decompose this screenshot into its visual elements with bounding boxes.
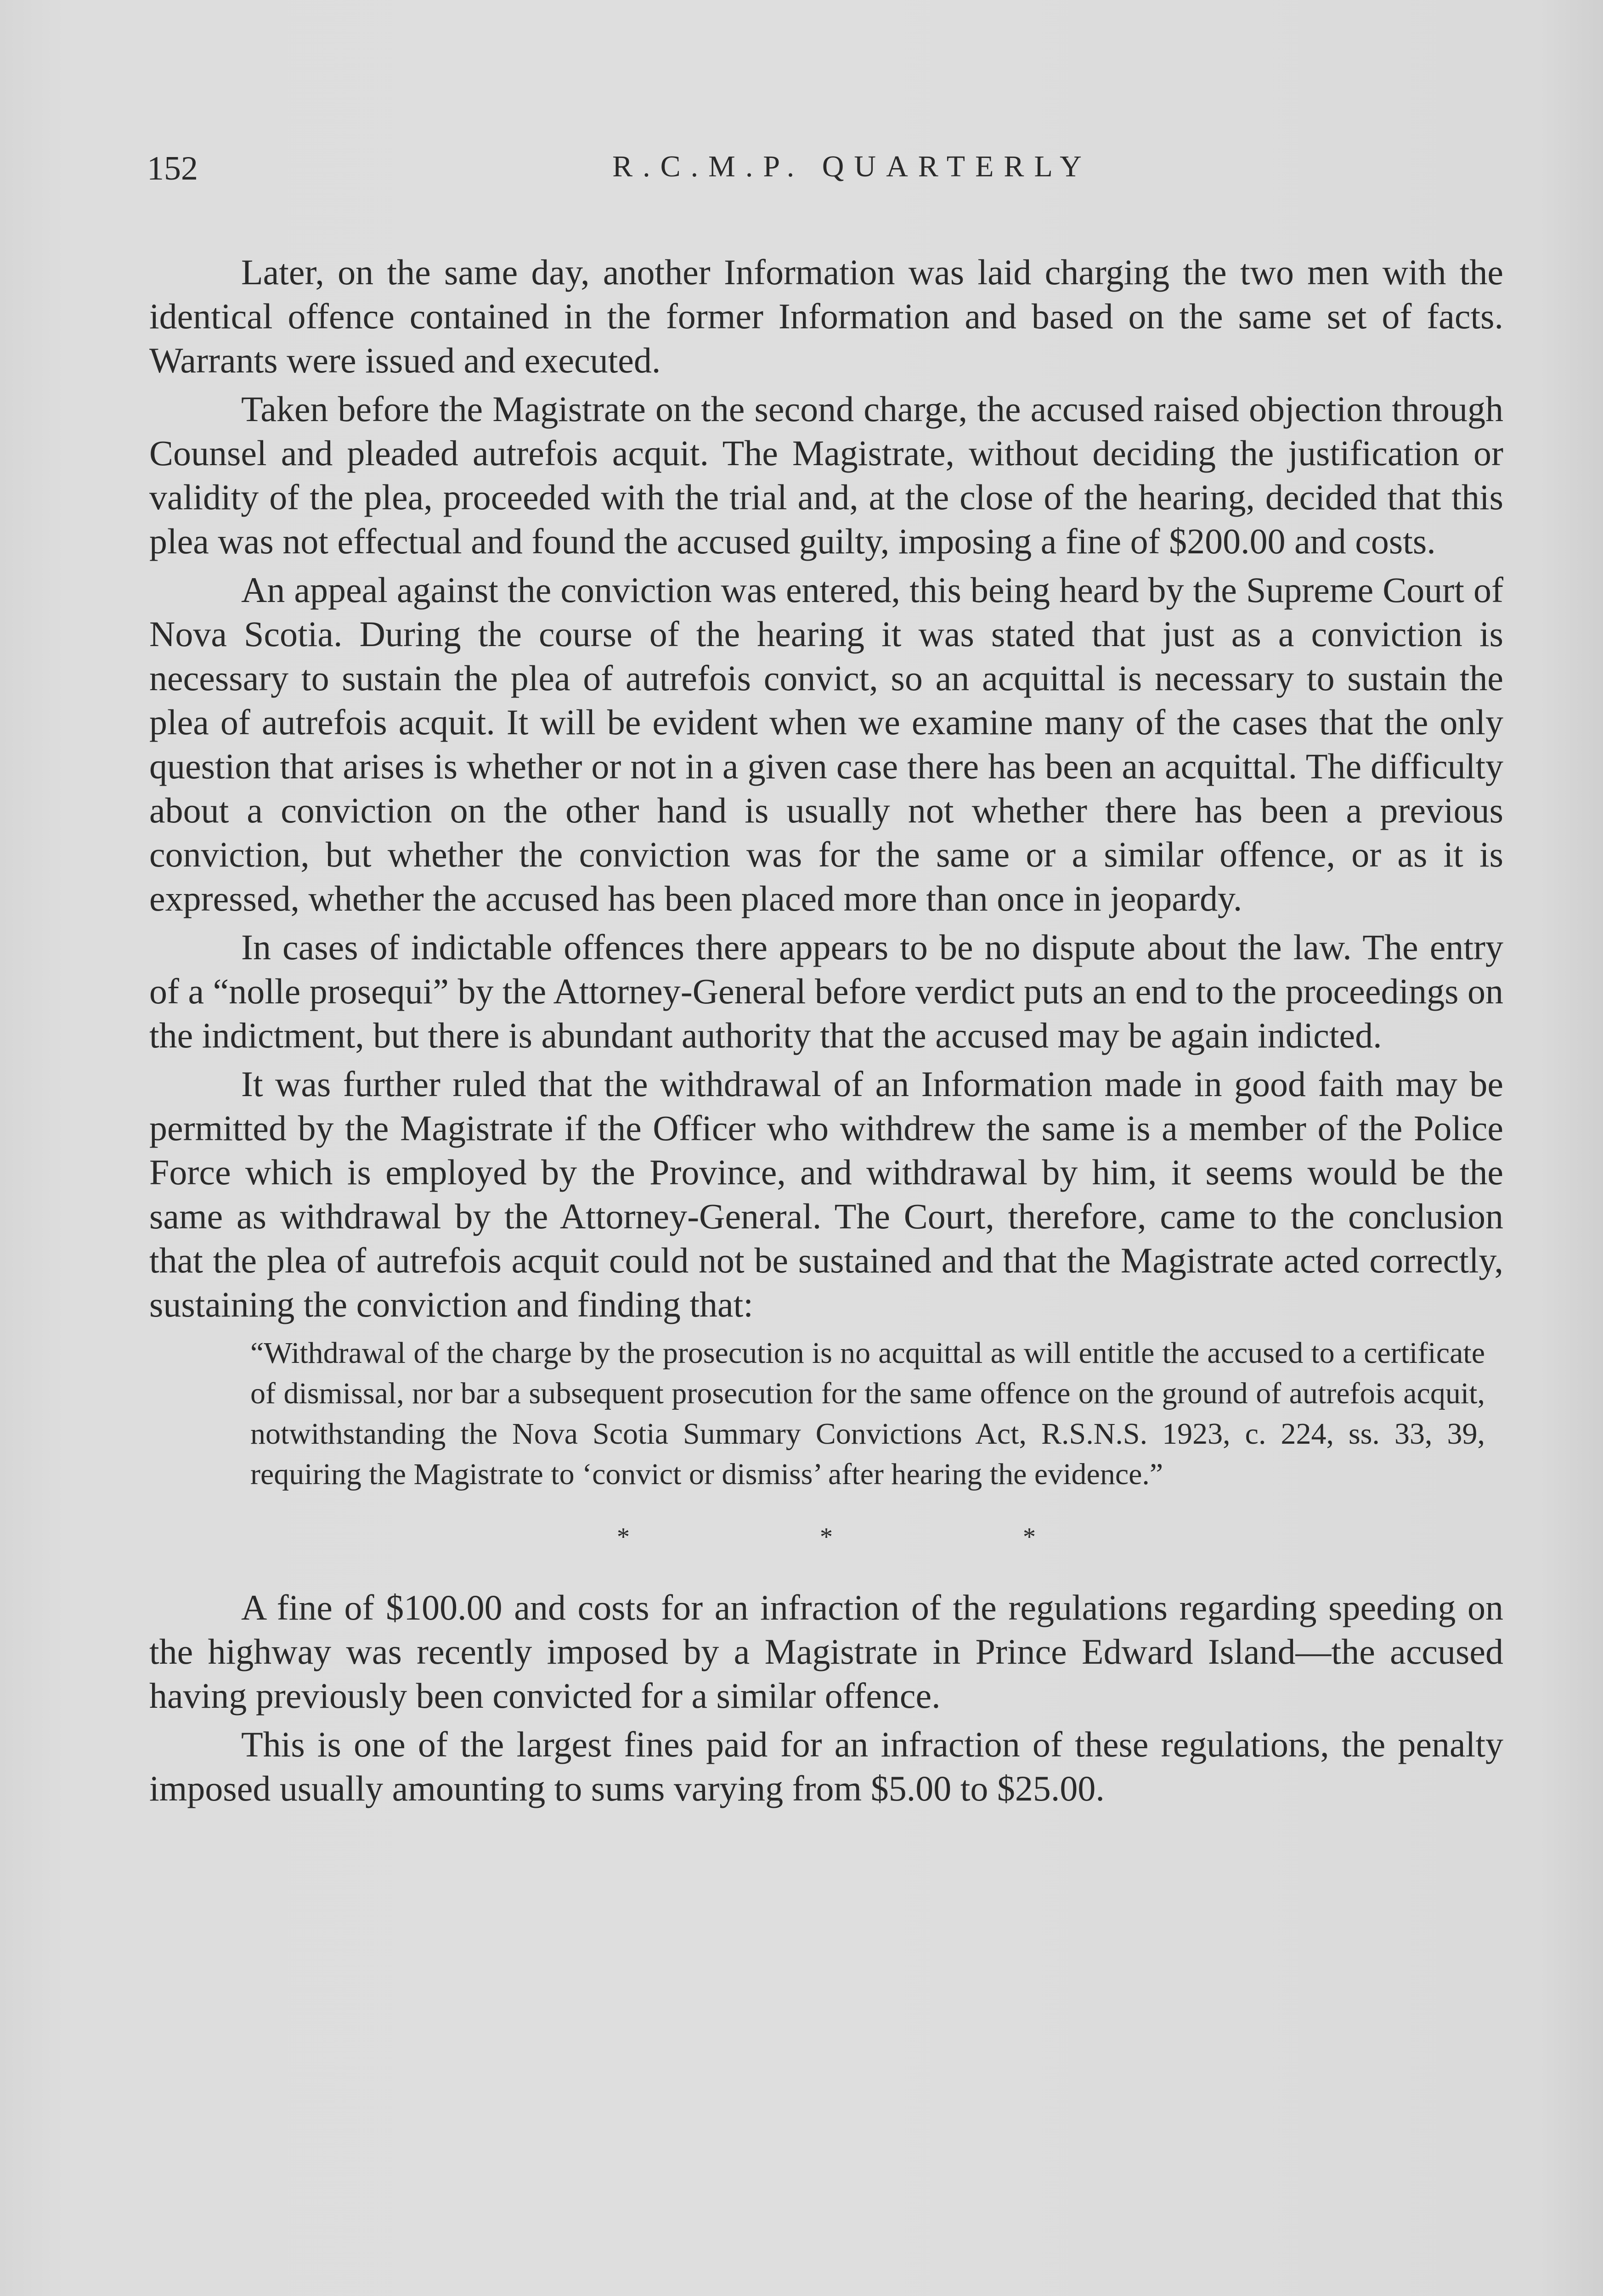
page-header: [147, 152, 1502, 207]
section-separator: * * *: [617, 1523, 1128, 1551]
paragraph: It was further ruled that the withdrawal of an Information made in good faith may be permitted by the Magistrate if the Officer who withdrew the same is a member of the Police Force which is employed by the Province, and withdrawal by him, it seems would be the same as withdrawal by the Attorney-General. The Court, therefore, came to the conclusion that the plea of autrefois acquit could not be sustained and that the Magistrate acted correctly, sustaining the conviction and finding that:: [149, 1064, 1503, 1324]
paragraph: A fine of $100.00 and costs for an infraction of the regulations regarding speeding on the highway was recently imposed by a Magistrate in Prince Edward Island—the accused having previously been convicted for a similar offence.: [149, 1587, 1503, 1716]
running-head: R.C.M.P. QUARTERLY: [612, 150, 1092, 183]
page-number: 152: [147, 150, 198, 187]
paragraph: In cases of indictable offences there appears to be no dispute about the law. The entry of a “nolle prosequi” by the Attorney-General before verdict puts an end to the proceedings on the indictment, but there is abundant authority that the accused may be again indicted.: [149, 927, 1503, 1055]
paragraph: An appeal against the conviction was entered, this being heard by the Supreme Court of Nova Scotia. During the course of the hearing it was stated that just as a conviction is necessary to sustain the plea of autrefois convict, so an acquittal is necessary to sustain the plea of autrefois acquit. It will be evident when we examine many of the cases that the only question that arises is whether or not in a given case there has been an acquittal. The difficulty about a conviction on the other hand is usually not whether there has been a previous conviction, but whether the conviction was for the same or a similar offence, or as it is expressed, whether the accused has been placed more than once in jeopardy.: [149, 570, 1503, 918]
paragraph: Taken before the Magistrate on the second charge, the accused raised objection through Counsel and pleaded autrefois acquit. The Magistrate, without deciding the justification or validity of the plea, proceeded with the trial and, at the close of the hearing, decided that this plea was not effectual and found the accused guilty, imposing a fine of $200.00 and costs.: [149, 389, 1503, 561]
article-body: [149, 250, 1503, 1811]
block-quote: “Withdrawal of the charge by the prosecution is no acquittal as will entitle the accused to a certificate of dismissal, nor bar a subsequent prosecution for the same offence on the ground of autrefois acquit, notwithstanding the Nova Scotia Summary Convictions Act, R.S.N.S. 1923, c. 224, ss. 33, 39, requiring the Magistrate to ‘convict or dismiss’ after hearing the evidence.”: [250, 1336, 1485, 1491]
paragraph: This is one of the largest fines paid for an infraction of these regulations, the penalty imposed usually amounting to sums varying from $5.00 to $25.00.: [149, 1724, 1503, 1808]
paragraph: Later, on the same day, another Information was laid charging the two men with the identical offence contained in the former Information and based on the same set of facts. Warrants were issued and executed.: [149, 252, 1503, 380]
